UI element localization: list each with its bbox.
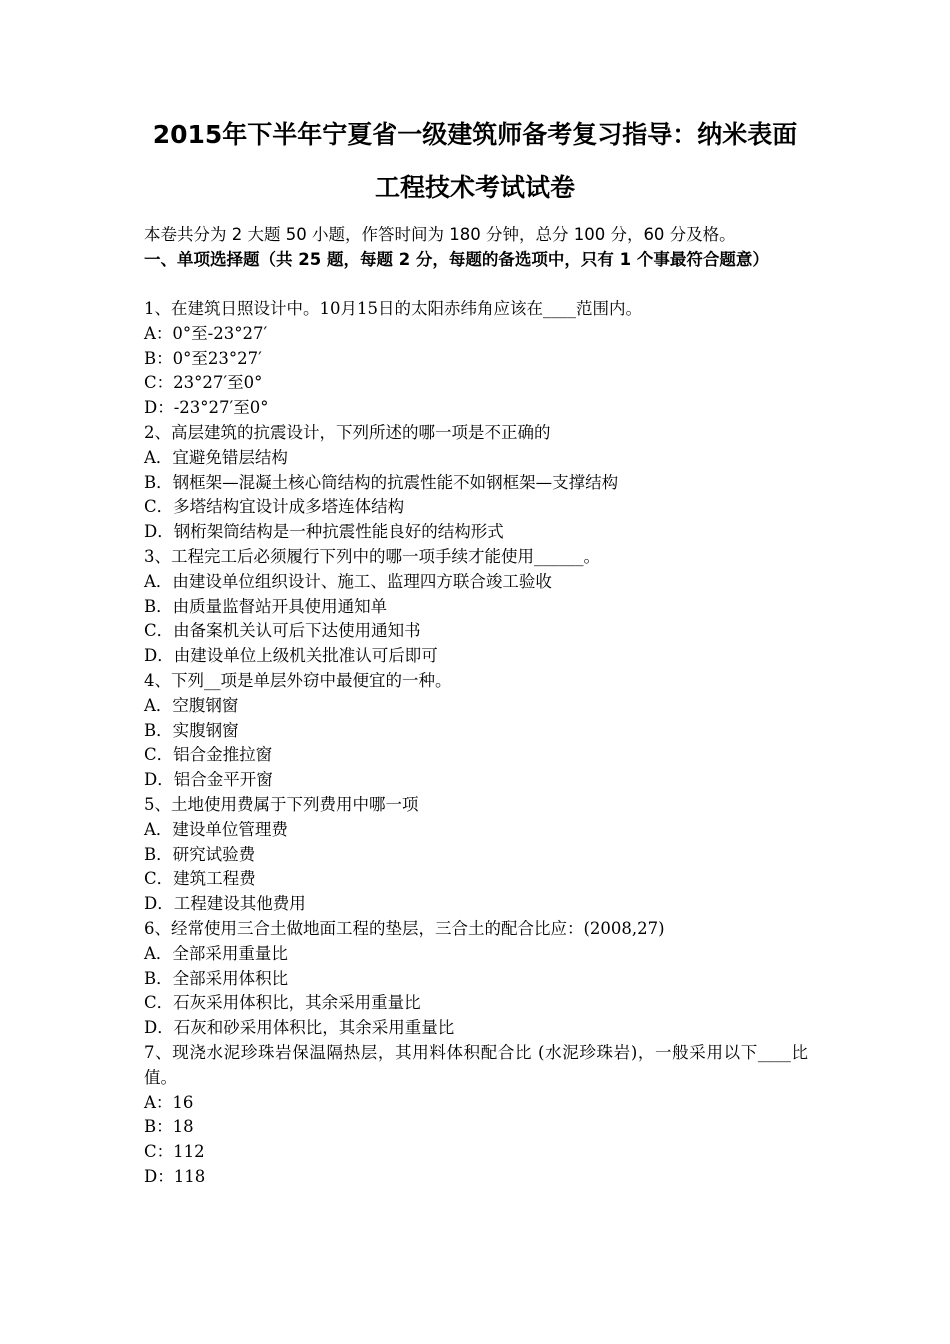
question-list <box>144 297 808 1190</box>
answer-option: B．研究试验费 <box>144 844 256 864</box>
answer-option: D．工程建设其他费用 <box>144 894 306 914</box>
answer-option: A．空腹钢窗 <box>144 695 239 715</box>
intro-text: 本卷共分为 2 大题 50 小题，作答时间为 180 分钟，总分 100 分，60 分及格。 <box>144 225 736 244</box>
answer-option: D：-23°27′至0° <box>144 398 269 418</box>
answer-option: D．钢桁架筒结构是一种抗震性能良好的结构形式 <box>144 522 504 542</box>
answer-option: C．石灰采用体积比，其余采用重量比 <box>144 993 421 1013</box>
answer-option: B．由质量监督站开具使用通知单 <box>144 596 388 616</box>
answer-option: D．石灰和砂采用体积比，其余采用重量比 <box>144 1018 455 1038</box>
answer-option: C：112 <box>144 1142 205 1162</box>
answer-option: B．全部采用体积比 <box>144 968 289 988</box>
answer-option: A：16 <box>144 1092 194 1112</box>
exam-intro <box>144 223 808 248</box>
answer-option: D．铝合金平开窗 <box>144 770 273 790</box>
question-6 <box>144 917 808 1041</box>
answer-option: B：0°至23°27′ <box>144 348 262 368</box>
answer-option: C．铝合金推拉窗 <box>144 745 273 765</box>
question-5 <box>144 793 808 917</box>
answer-option: C．建筑工程费 <box>144 869 256 889</box>
question-stem: 7、现浇水泥珍珠岩保温隔热层，其用料体积配合比 (水泥珍珠岩)，一般采用以下____比值。 <box>144 1042 808 1087</box>
answer-option: A．宜避免错层结构 <box>144 447 288 467</box>
answer-option: A：0°至-23°27′ <box>144 323 268 343</box>
question-stem: 4、下列__项是单层外窃中最便宜的一种。 <box>144 670 452 690</box>
question-stem: 5、土地使用费属于下列费用中哪一项 <box>144 794 419 814</box>
answer-option: C：23°27′至0° <box>144 373 263 393</box>
answer-option: B．钢框架—混凝土核心筒结构的抗震性能不如钢框架—支撑结构 <box>144 472 619 492</box>
question-stem: 6、经常使用三合土做地面工程的垫层，三合土的配合比应：(2008,27) <box>144 918 665 938</box>
question-stem: 3、工程完工后必须履行下列中的哪一项手续才能使用______。 <box>144 546 600 566</box>
question-7 <box>144 1041 808 1190</box>
answer-option: D：118 <box>144 1166 206 1186</box>
question-3 <box>144 545 808 669</box>
answer-option: B．实腹钢窗 <box>144 720 239 740</box>
question-stem: 2、高层建筑的抗震设计，下列所述的哪一项是不正确的 <box>144 422 551 442</box>
section-heading: 一、单项选择题（共 25 题，每题 2 分，每题的备选项中，只有 1 个事最符合题意） <box>144 250 769 269</box>
question-1 <box>144 297 808 421</box>
answer-option: A．全部采用重量比 <box>144 943 288 963</box>
question-2 <box>144 421 808 545</box>
answer-option: A．建设单位管理费 <box>144 819 288 839</box>
answer-option: B：18 <box>144 1117 194 1137</box>
answer-option: A．由建设单位组织设计、施工、监理四方联合竣工验收 <box>144 571 552 591</box>
question-4 <box>144 669 808 793</box>
document-title-line-1: 2015年下半年宁夏省一级建筑师备考复习指导：纳米表面 <box>152 120 798 149</box>
answer-option: C．多塔结构宜设计成多塔连体结构 <box>144 497 405 517</box>
answer-option: D．由建设单位上级机关批准认可后即可 <box>144 646 438 666</box>
answer-option: C．由备案机关认可后下达使用通知书 <box>144 621 421 641</box>
document-title-line-2: 工程技术考试试卷 <box>374 173 575 202</box>
question-stem: 1、在建筑日照设计中。10月15日的太阳赤纬角应该在____范围内。 <box>144 299 642 318</box>
